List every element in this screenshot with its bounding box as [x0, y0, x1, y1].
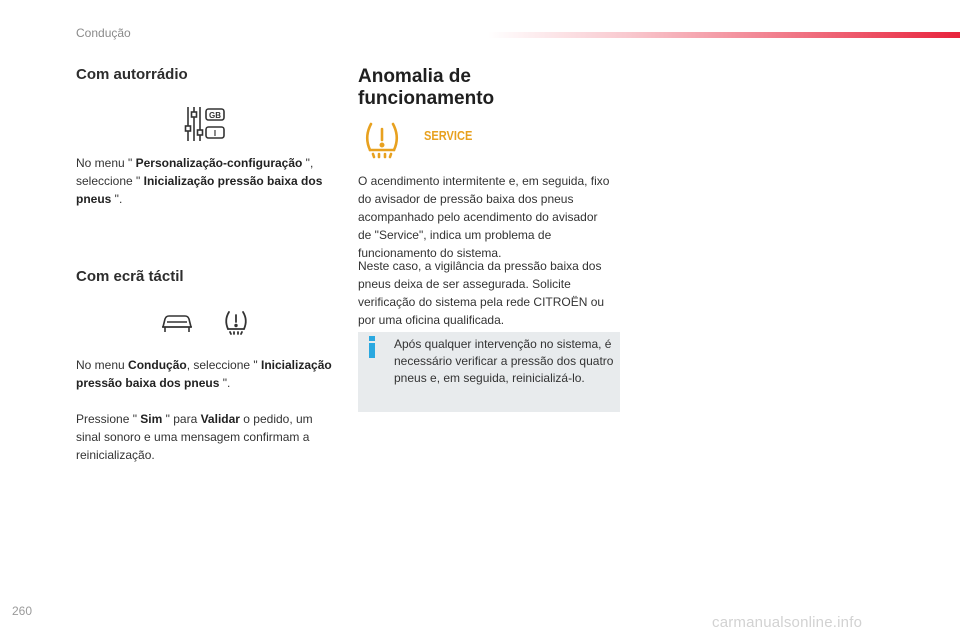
- section-title: Condução: [76, 26, 131, 40]
- settings-icon-badge-bottom: I: [213, 129, 217, 138]
- car-icon: [160, 310, 194, 336]
- option-name: Inicialização pressão baixa dos pneus: [76, 174, 323, 206]
- yes-label: Sim: [140, 412, 163, 426]
- page-number: 260: [12, 604, 33, 618]
- settings-sliders-icon: [184, 104, 228, 144]
- action-paragraph: Neste caso, a vigilância da pressão baixa dos pneus deixa de ser assegurada. Solicite verificação do sistema pela rede CITROËN ou por uma oficina qualificada.: [358, 259, 605, 327]
- validate-label: Validar: [200, 412, 240, 426]
- info-note: Após qualquer intervenção no sistema, é necessário verificar a pressão dos quatro pneus e, em seguida, reinicializá-lo.: [394, 337, 614, 385]
- malfunction-paragraph: O acendimento intermitente e, em seguida, fixo do avisador de pressão baixa dos pneus acompanhado pelo acendimento do avisador de "Service", indica um problema de funcionamento do sistema.: [358, 174, 610, 260]
- header-accent-bar: [488, 32, 960, 38]
- tire-pressure-icon: [222, 308, 250, 336]
- confirm-instruction: Pressione " Sim " para Validar o pedido, um sinal sonoro e uma mensagem confirmam a reinicialização.: [76, 412, 313, 462]
- heading-malfunction: Anomalia de funcionamento: [358, 66, 495, 109]
- watermark: carmanualsonline.info: [712, 614, 863, 631]
- menu-name: Personalização-configuração: [135, 156, 303, 170]
- info-icon: [366, 336, 378, 358]
- heading-touch-screen: Com ecrã táctil: [76, 268, 184, 285]
- service-indicator: SERVICE: [424, 128, 473, 143]
- tire-pressure-warning-icon: [362, 120, 402, 160]
- touch-instruction: No menu Condução, seleccione " Inicialização pressão baixa dos pneus ".: [76, 358, 332, 390]
- option-name: Inicialização pressão baixa dos pneus: [76, 358, 332, 390]
- radio-instruction: No menu " Personalização-configuração ", seleccione " Inicialização pressão baixa dos pneus ".: [76, 156, 323, 206]
- settings-icon-badge-top: GB: [209, 111, 221, 120]
- heading-radio: Com autorrádio: [76, 66, 188, 83]
- menu-name: Condução: [128, 358, 187, 372]
